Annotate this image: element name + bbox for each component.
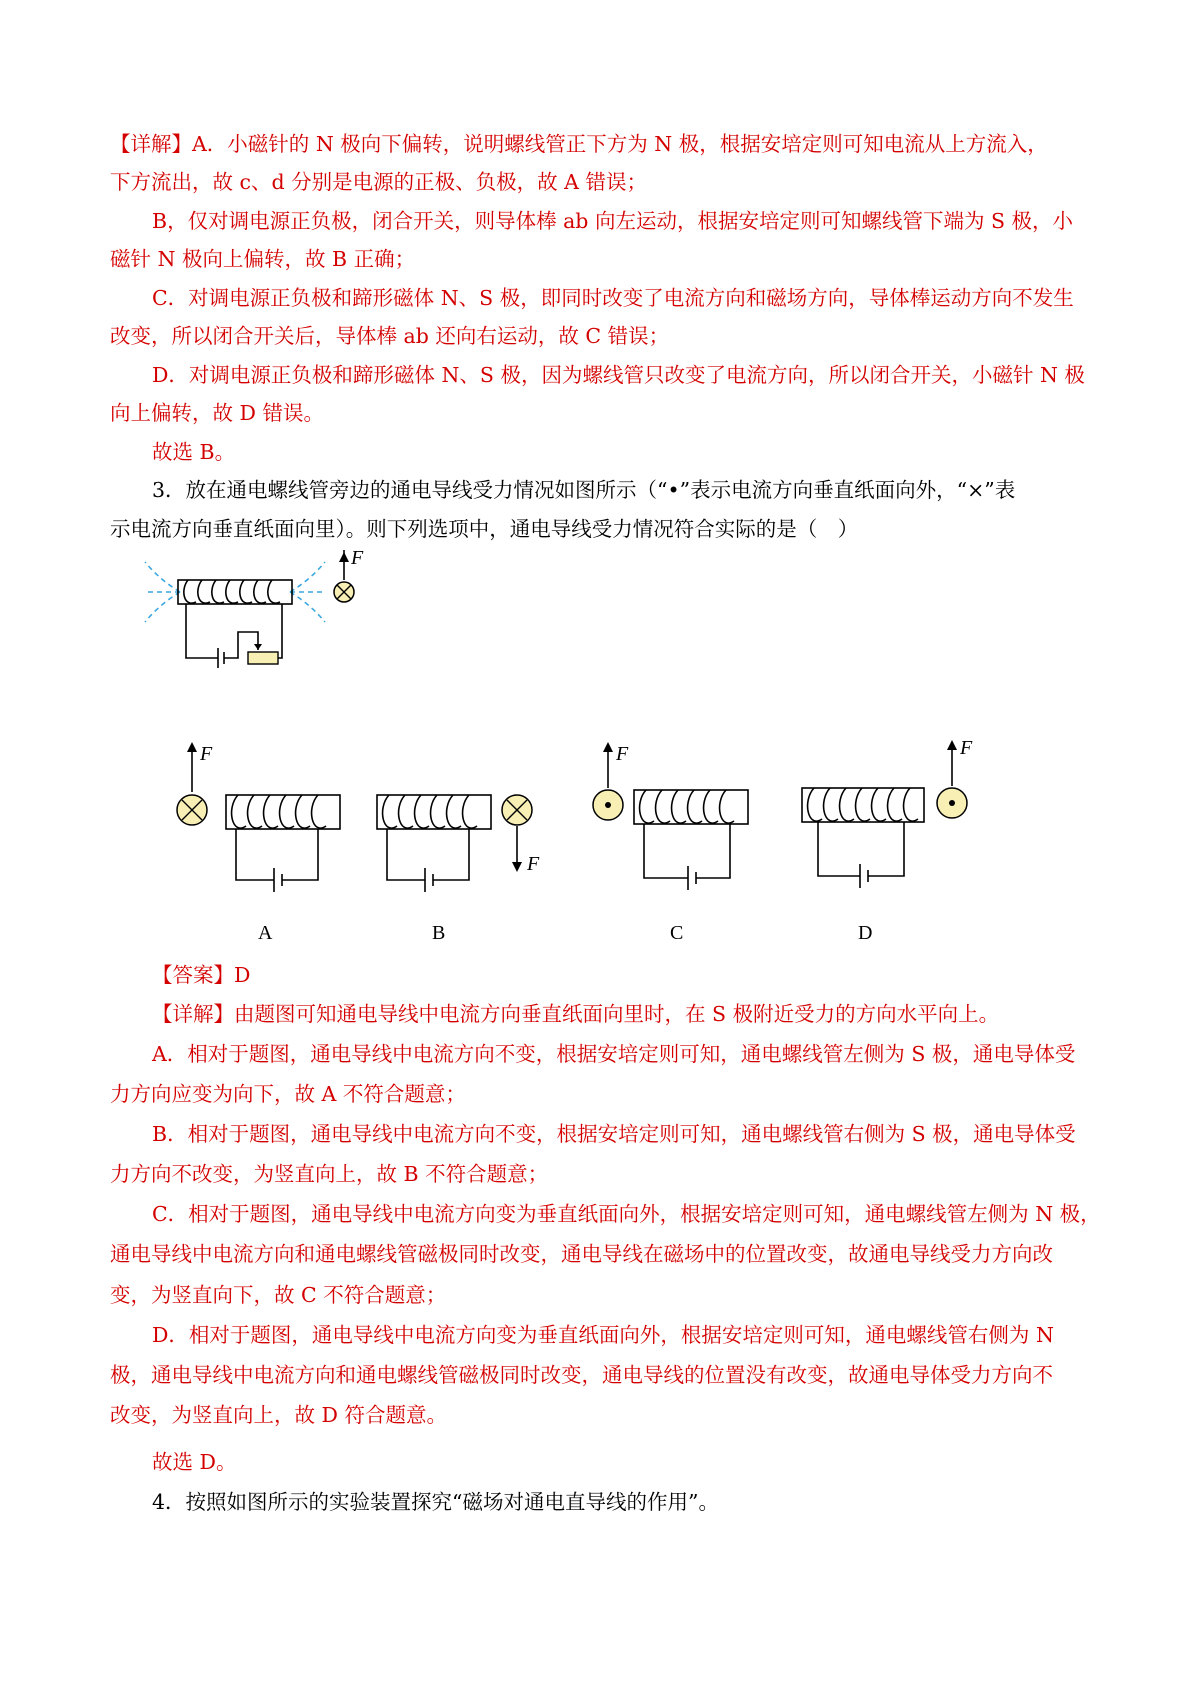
q3-detail-line-5: 力方向不改变，为竖直向上，故 B 不符合题意；	[110, 1162, 549, 1186]
prev-detail-line-1: 【详解】A．小磁针的 N 极向下偏转，说明螺线管正下方为 N 极，根据安培定则可知电流从上方流入，	[110, 132, 1048, 156]
force-arrow-up-icon	[339, 552, 349, 562]
q3-question-figure	[140, 547, 400, 710]
option-c-figure	[590, 740, 770, 890]
field-lines	[145, 562, 326, 622]
solenoid-body	[178, 580, 292, 604]
prev-detail-line-3: B，仅对调电源正负极，闭合开关，则导体棒 ab 向左运动，根据安培定则可知螺线管下端为 S 极，小	[152, 209, 1074, 233]
circuit-wires	[387, 829, 469, 880]
q3-detail-line-10: 极，通电导线中电流方向和通电螺线管磁极同时改变，通电导线的位置没有改变，故通电导体受力方向不	[110, 1363, 1053, 1387]
q3-detail-line-11: 改变，为竖直向上，故 D 符合题意。	[110, 1403, 447, 1427]
prev-detail-line-6: 改变，所以闭合开关后，导体棒 ab 还向右运动，故 C 错误；	[110, 324, 670, 348]
q3-detail-line-3: 力方向应变为向下，故 A 不符合题意；	[110, 1082, 466, 1106]
option-b-label: B	[432, 922, 446, 944]
solenoid-coils	[640, 790, 734, 823]
prev-detail-line-5: C．对调电源正负极和蹄形磁体 N、S 极，即同时改变了电流方向和磁场方向，导体棒运动方向不发生	[152, 286, 1074, 310]
q3-detail-line-1: 【详解】由题图可知通电导线中电流方向垂直纸面向里时，在 S 极附近受力的方向水平向上。	[152, 1002, 1000, 1026]
q4-stem: 4．按照如图所示的实验装置探究“磁场对通电直导线的作用”。	[152, 1490, 720, 1514]
solenoid-coils	[383, 795, 477, 828]
option-a-label: A	[258, 922, 273, 944]
option-d-figure	[800, 738, 980, 888]
rheostat	[248, 652, 278, 664]
option-c-label: C	[670, 922, 684, 944]
prev-choice: 故选 B。	[152, 440, 236, 464]
force-label: F	[960, 737, 973, 759]
circuit-wires	[818, 822, 904, 876]
force-label: F	[527, 853, 540, 875]
force-arrow-down-icon	[512, 862, 522, 872]
force-label: F	[200, 743, 213, 765]
circuit-wires	[236, 829, 318, 880]
q3-detail-line-2: A．相对于题图，通电导线中电流方向不变，根据安培定则可知，通电螺线管左侧为 S 极，通电导体受	[152, 1042, 1076, 1066]
option-b-figure	[375, 790, 575, 940]
q3-answer: 【答案】D	[152, 963, 251, 987]
rheostat-slider	[254, 644, 262, 650]
prev-detail-line-8: 向上偏转，故 D 错误。	[110, 401, 324, 425]
q3-stem-line-2: 示电流方向垂直纸面向里）。则下列选项中，通电导线受力情况符合实际的是（ ）	[110, 517, 859, 541]
prev-detail-line-2: 下方流出，故 c、d 分别是电源的正极、负极，故 A 错误；	[110, 170, 647, 194]
solenoid-coils	[232, 795, 326, 828]
q3-detail-line-7: 通电导线中电流方向和通电螺线管磁极同时改变，通电导线在磁场中的位置改变，故通电导线受力方向改	[110, 1242, 1053, 1266]
force-label: F	[616, 743, 629, 765]
option-a-figure	[170, 740, 350, 890]
q3-stem-line-1: 3．放在通电螺线管旁边的通电导线受力情况如图所示（“•”表示电流方向垂直纸面向外，“×”表	[152, 478, 1016, 502]
q3-detail-line-4: B．相对于题图，通电导线中电流方向不变，根据安培定则可知，通电螺线管右侧为 S 极，通电导体受	[152, 1122, 1076, 1146]
circuit-wires	[644, 824, 730, 878]
prev-detail-line-7: D．对调电源正负极和蹄形磁体 N、S 极，因为螺线管只改变了电流方向，所以闭合开关，小磁针 N 极	[152, 363, 1085, 387]
q3-choice: 故选 D。	[152, 1450, 237, 1474]
q3-detail-line-9: D．相对于题图，通电导线中电流方向变为垂直纸面向外，根据安培定则可知，通电螺线管右侧为 N	[152, 1323, 1054, 1347]
solenoid-coils	[808, 788, 918, 821]
option-d-label: D	[858, 922, 873, 944]
q3-detail-line-8: 变，为竖直向下，故 C 不符合题意；	[110, 1283, 447, 1307]
q3-detail-line-6: C．相对于题图，通电导线中电流方向变为垂直纸面向外，根据安培定则可知，通电螺线管左侧为 N 极，	[152, 1202, 1101, 1226]
force-label: F	[351, 547, 364, 569]
solenoid-coils	[184, 580, 280, 603]
prev-detail-line-4: 磁针 N 极向上偏转，故 B 正确；	[110, 247, 416, 271]
